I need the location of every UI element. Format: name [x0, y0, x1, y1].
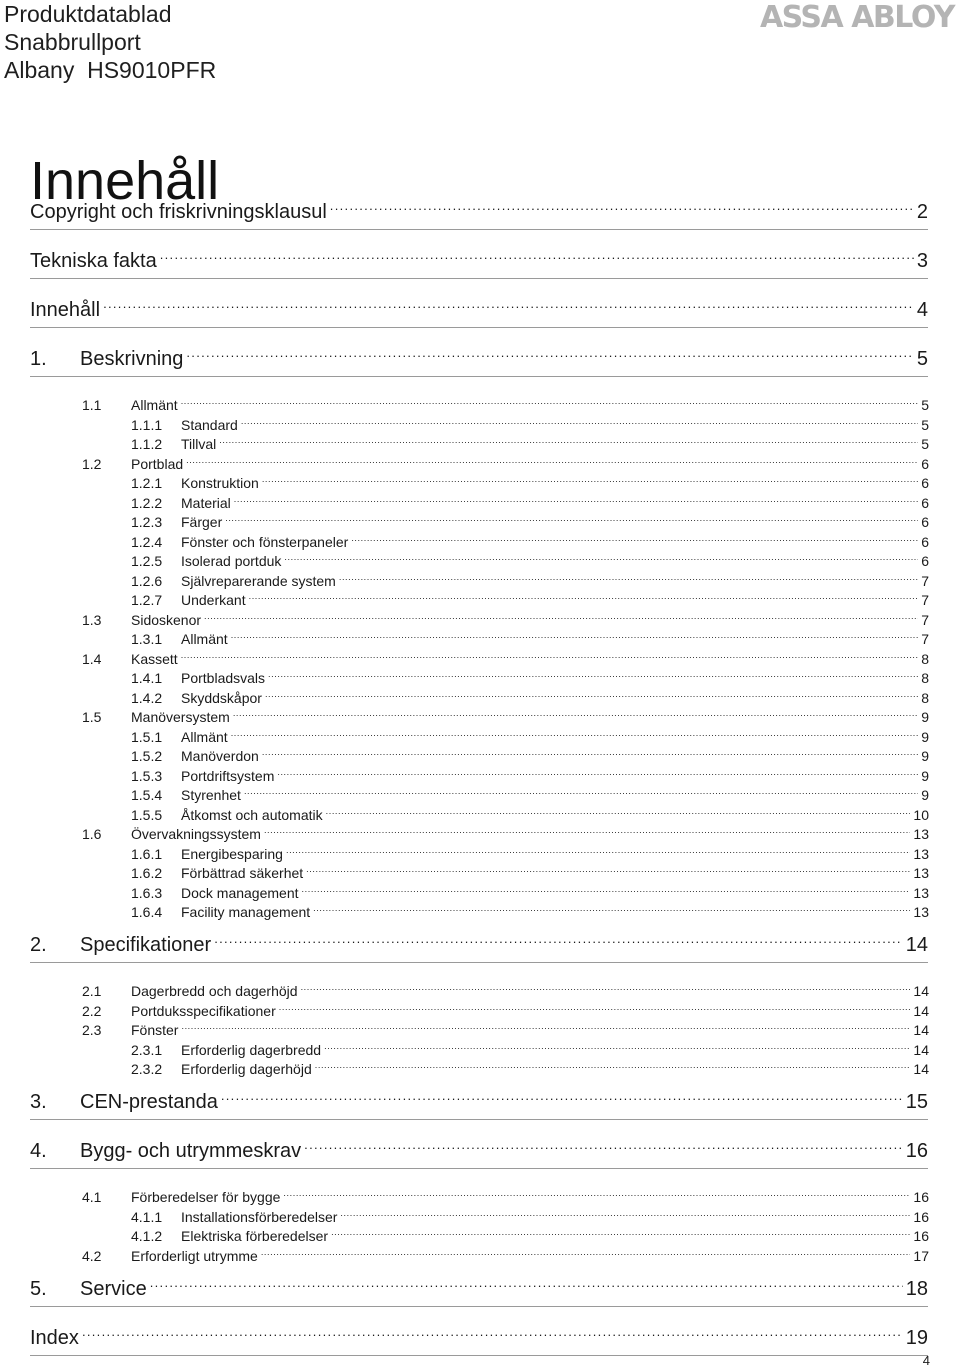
toc-entry-page: 3 — [916, 250, 928, 272]
toc-entry[interactable] — [131, 786, 929, 804]
toc-entry-title: Energibesparing — [181, 846, 283, 862]
toc-entry-number: 4.1.1 — [131, 1209, 163, 1225]
toc-entry-number: 1.2 — [82, 456, 102, 472]
toc-entry[interactable] — [30, 1137, 928, 1169]
toc-entry-label — [131, 514, 222, 531]
header-product-type: Snabbrullport — [4, 29, 141, 55]
toc-entry-page: 14 — [913, 983, 929, 999]
toc-entry-title: Erforderlig dagerhöjd — [181, 1061, 312, 1077]
toc-entry-label — [131, 553, 281, 570]
toc-entry-label — [82, 983, 298, 1000]
toc-entry-number: 1.6.2 — [131, 865, 163, 881]
toc-entry[interactable] — [131, 767, 929, 785]
toc-entry-number: 1.3.1 — [131, 631, 163, 647]
toc-entry-page: 9 — [921, 709, 929, 725]
toc-dot-leader — [268, 669, 918, 683]
toc-entry-title: Bygg- och utrymmeskrav — [80, 1140, 302, 1162]
toc-dot-leader — [82, 1324, 903, 1344]
toc-dot-leader — [264, 825, 910, 839]
toc-entry[interactable] — [131, 669, 929, 687]
toc-entry[interactable] — [131, 630, 929, 648]
toc-entry-label — [82, 1022, 178, 1039]
toc-entry-page: 7 — [921, 592, 929, 608]
toc-dot-leader — [339, 572, 918, 586]
toc-entry-title: Index — [30, 1327, 79, 1349]
toc-entry-page: 5 — [921, 417, 929, 433]
toc-entry-number: 1.1.2 — [131, 436, 163, 452]
toc-entry-page: 5 — [921, 436, 929, 452]
toc-entry[interactable] — [131, 1208, 929, 1226]
toc-entry-page: 13 — [913, 904, 929, 920]
toc-entry[interactable] — [82, 708, 929, 726]
toc-entry-page: 9 — [921, 729, 929, 745]
toc-dot-leader — [313, 903, 910, 917]
toc-dot-leader — [315, 1060, 911, 1074]
toc-entry-title: Tekniska fakta — [30, 250, 157, 272]
toc-entry-title: Dock management — [181, 885, 299, 901]
toc-entry-number: 4.1 — [82, 1189, 102, 1205]
toc-entry-label — [131, 475, 259, 492]
brand-logo: ASSA ABLOY — [759, 0, 954, 35]
toc-entry-title: Specifikationer — [80, 934, 212, 956]
toc-entry-label — [82, 651, 178, 668]
toc-dot-leader — [221, 1088, 903, 1108]
toc-entry-label — [131, 904, 310, 921]
toc-entry-number: 2. — [30, 934, 47, 956]
toc-entry-label — [131, 1061, 312, 1078]
toc-entry[interactable] — [30, 1088, 928, 1120]
toc-entry-label — [131, 885, 299, 902]
toc-entry[interactable] — [131, 416, 929, 434]
toc-entry-page: 6 — [921, 553, 929, 569]
toc-entry[interactable] — [131, 513, 929, 531]
toc-entry-number: 1.6.1 — [131, 846, 163, 862]
toc-entry[interactable] — [82, 1188, 929, 1206]
toc-entry-page: 8 — [921, 690, 929, 706]
toc-entry-title: Underkant — [181, 592, 246, 608]
toc-entry[interactable] — [131, 435, 929, 453]
toc-entry[interactable] — [131, 533, 929, 551]
toc-entry-title: Övervakningssystem — [131, 826, 261, 842]
toc-entry[interactable] — [131, 474, 929, 492]
toc-dot-leader — [330, 198, 914, 218]
toc-dot-leader — [225, 513, 918, 527]
toc-entry-title: Copyright och friskrivningsklausul — [30, 201, 327, 223]
toc-entry-number: 1.2.7 — [131, 592, 163, 608]
toc-entry-title: Förbättrad säkerhet — [181, 865, 304, 881]
toc-entry[interactable] — [131, 1041, 929, 1059]
toc-entry-number: 1.2.3 — [131, 514, 163, 530]
toc-entry[interactable] — [30, 1324, 928, 1356]
toc-entry[interactable] — [82, 1002, 929, 1020]
toc-entry[interactable] — [131, 552, 929, 570]
toc-entry-page: 18 — [905, 1278, 928, 1300]
toc-entry-page: 16 — [913, 1209, 929, 1225]
toc-entry-title: Installationsförberedelser — [181, 1209, 338, 1225]
toc-entry-page: 4 — [916, 299, 928, 321]
toc-entry-number: 1.4 — [82, 651, 102, 667]
toc-entry-page: 6 — [921, 495, 929, 511]
toc-entry-page: 7 — [921, 631, 929, 647]
toc-entry-page: 13 — [913, 885, 929, 901]
toc-entry-label — [30, 933, 211, 957]
toc-entry-label — [131, 495, 231, 512]
toc-dot-leader — [181, 650, 919, 664]
toc-entry-number: 1.5.5 — [131, 807, 163, 823]
toc-entry-label — [131, 1228, 328, 1245]
toc-dot-leader — [204, 611, 918, 625]
toc-entry-page: 6 — [921, 475, 929, 491]
toc-dot-leader — [233, 708, 918, 722]
toc-dot-leader — [306, 864, 910, 878]
toc-entry-label — [30, 347, 183, 371]
toc-entry-title: Manöverdon — [181, 748, 259, 764]
toc-entry-title: Portduksspecifikationer — [131, 1003, 276, 1019]
toc-entry-label — [30, 249, 157, 273]
toc-entry[interactable] — [82, 611, 929, 629]
toc-entry-page: 16 — [913, 1189, 929, 1205]
toc-dot-leader — [277, 767, 918, 781]
toc-entry[interactable] — [30, 1275, 928, 1307]
toc-entry-label — [131, 768, 274, 785]
toc-entry-page: 16 — [905, 1140, 928, 1162]
toc-entry[interactable] — [131, 572, 929, 590]
toc-dot-leader — [181, 1021, 910, 1035]
toc-entry-page: 6 — [921, 456, 929, 472]
toc-dot-leader — [302, 884, 911, 898]
toc-entry[interactable] — [82, 396, 929, 414]
toc-entry-page: 8 — [921, 651, 929, 667]
toc-dot-leader — [186, 455, 918, 469]
toc-entry-page: 9 — [921, 787, 929, 803]
toc-entry-label — [131, 631, 228, 648]
toc-entry-title: Skyddskåpor — [181, 690, 262, 706]
toc-entry-number: 2.3.1 — [131, 1042, 163, 1058]
toc-entry-page: 15 — [905, 1091, 928, 1113]
toc-entry-number: 1.1.1 — [131, 417, 163, 433]
toc-entry[interactable] — [82, 455, 929, 473]
toc-dot-leader — [279, 1002, 911, 1016]
toc-entry-number: 3. — [30, 1091, 47, 1113]
toc-entry[interactable] — [131, 494, 929, 512]
toc-dot-leader — [301, 982, 911, 996]
toc-dot-leader — [249, 591, 919, 605]
toc-entry-title: Konstruktion — [181, 475, 259, 491]
toc-entry-title: Portdriftsystem — [181, 768, 275, 784]
toc-entry-label — [131, 1209, 337, 1226]
toc-entry-page: 6 — [921, 514, 929, 530]
toc-entry-title: Allmänt — [131, 397, 178, 413]
toc-dot-leader — [160, 247, 914, 267]
toc-entry-number: 1.6.3 — [131, 885, 163, 901]
toc-entry[interactable] — [131, 1060, 929, 1078]
toc-entry-title: Service — [80, 1278, 147, 1300]
page-number: 4 — [922, 1353, 930, 1368]
toc-entry-title: Isolerad portduk — [181, 553, 282, 569]
toc-dot-leader — [261, 1247, 911, 1261]
toc-entry-label — [131, 573, 336, 590]
toc-entry-page: 13 — [913, 865, 929, 881]
toc-entry-page: 17 — [913, 1248, 929, 1264]
toc-entry-label — [82, 709, 230, 726]
toc-entry-label — [30, 1326, 79, 1350]
toc-entry-page: 9 — [921, 768, 929, 784]
toc-dot-leader — [284, 552, 918, 566]
toc-entry-number: 1.2.1 — [131, 475, 163, 491]
toc-entry-title: Åtkomst och automatik — [181, 807, 323, 823]
toc-dot-leader — [340, 1208, 910, 1222]
toc-entry[interactable] — [131, 903, 929, 921]
toc-entry-title: CEN-prestanda — [80, 1091, 218, 1113]
toc-dot-leader — [262, 747, 918, 761]
toc-entry-number: 1. — [30, 348, 47, 370]
header-product-model: Albany HS9010PFR — [4, 57, 217, 83]
toc-entry-title: Standard — [181, 417, 238, 433]
toc-entry-label — [131, 787, 241, 804]
toc-dot-leader — [214, 931, 903, 951]
toc-entry-label — [30, 1139, 301, 1163]
toc-entry[interactable] — [131, 806, 929, 824]
toc-entry[interactable] — [82, 982, 929, 1000]
toc-dot-leader — [231, 728, 919, 742]
toc-entry-number: 1.4.2 — [131, 690, 163, 706]
toc-entry-title: Erforderligt utrymme — [131, 1248, 258, 1264]
toc-entry-label — [30, 1277, 147, 1301]
toc-entry-label — [131, 417, 238, 434]
toc-entry[interactable] — [131, 728, 929, 746]
toc-entry[interactable] — [30, 345, 928, 377]
toc-dot-leader — [286, 845, 910, 859]
toc-entry[interactable] — [30, 198, 928, 230]
toc-dot-leader — [283, 1188, 910, 1202]
toc-entry[interactable] — [82, 825, 929, 843]
toc-entry-page: 8 — [921, 670, 929, 686]
toc-entry-label — [131, 690, 262, 707]
toc-entry-label — [82, 397, 178, 414]
toc-entry-number: 1.5.3 — [131, 768, 163, 784]
toc-entry-title: Innehåll — [30, 299, 101, 321]
toc-entry-page: 13 — [913, 846, 929, 862]
toc-entry-number: 1.2.2 — [131, 495, 163, 511]
toc-entry-label — [131, 729, 228, 746]
toc-dot-leader — [219, 435, 918, 449]
toc-entry-page: 7 — [921, 573, 929, 589]
toc-entry-page: 9 — [921, 748, 929, 764]
toc-entry-label — [82, 826, 261, 843]
toc-entry[interactable] — [131, 884, 929, 902]
toc-entry-label — [82, 1189, 280, 1206]
toc-entry-number: 1.5.1 — [131, 729, 163, 745]
toc-entry-title: Manöversystem — [131, 709, 230, 725]
toc-dot-leader — [181, 396, 919, 410]
toc-entry-label — [82, 456, 183, 473]
toc-entry-number: 1.5 — [82, 709, 102, 725]
toc-entry[interactable] — [131, 864, 929, 882]
toc-dot-leader — [265, 689, 918, 703]
toc-entry-title: Tillval — [181, 436, 217, 452]
toc-dot-leader — [103, 296, 914, 316]
toc-entry[interactable] — [30, 247, 928, 279]
toc-dot-leader — [331, 1227, 910, 1241]
toc-entry-label — [82, 1248, 258, 1265]
toc-entry-number: 4. — [30, 1140, 47, 1162]
toc-entry-number: 1.1 — [82, 397, 102, 413]
toc-entry-page: 5 — [921, 397, 929, 413]
toc-entry-title: Erforderlig dagerbredd — [181, 1042, 322, 1058]
toc-entry[interactable] — [82, 650, 929, 668]
toc-entry-number: 4.2 — [82, 1248, 102, 1264]
toc-entry-number: 5. — [30, 1278, 47, 1300]
toc-entry-label — [30, 1090, 218, 1114]
toc-entry[interactable] — [131, 845, 929, 863]
toc-dot-leader — [244, 786, 918, 800]
toc-entry-label — [131, 846, 283, 863]
toc-entry-page: 16 — [913, 1228, 929, 1244]
toc-entry-label — [82, 1003, 276, 1020]
toc-entry-number: 1.2.5 — [131, 553, 163, 569]
toc-dot-leader — [234, 494, 918, 508]
toc-entry-page: 14 — [913, 1003, 929, 1019]
toc-entry-page: 14 — [913, 1042, 929, 1058]
toc-dot-leader — [326, 806, 911, 820]
toc-dot-leader — [231, 630, 919, 644]
toc-entry-title: Styrenhet — [181, 787, 241, 803]
toc-entry[interactable] — [131, 689, 929, 707]
toc-dot-leader — [186, 345, 913, 365]
toc-entry-label — [131, 534, 348, 551]
toc-dot-leader — [324, 1041, 910, 1055]
toc-entry-title: Material — [181, 495, 231, 511]
toc-entry-number: 1.2.4 — [131, 534, 163, 550]
toc-entry-title: Allmänt — [181, 729, 228, 745]
toc-entry[interactable] — [30, 296, 928, 328]
toc-entry-page: 14 — [905, 934, 928, 956]
toc-entry-number: 1.6.4 — [131, 904, 163, 920]
toc-dot-leader — [304, 1137, 903, 1157]
toc-entry-page: 19 — [905, 1327, 928, 1349]
toc-entry-label — [131, 1042, 321, 1059]
toc-entry-page: 14 — [913, 1061, 929, 1077]
toc-entry-number: 1.5.2 — [131, 748, 163, 764]
toc-entry-number: 1.2.6 — [131, 573, 163, 589]
toc-entry-title: Facility management — [181, 904, 311, 920]
toc-entry-title: Dagerbredd och dagerhöjd — [131, 983, 298, 999]
toc-entry-number: 2.3 — [82, 1022, 102, 1038]
toc-entry-title: Elektriska förberedelser — [181, 1228, 329, 1244]
toc-entry-page: 10 — [913, 807, 929, 823]
toc-entry-title: Fönster — [131, 1022, 179, 1038]
toc-entry-title: Portblad — [131, 456, 184, 472]
toc-dot-leader — [262, 474, 918, 488]
toc-entry-page: 6 — [921, 534, 929, 550]
toc-entry-number: 1.5.4 — [131, 787, 163, 803]
toc-entry-title: Färger — [181, 514, 223, 530]
toc-entry[interactable] — [82, 1021, 929, 1039]
toc-entry-label — [131, 865, 303, 882]
toc-entry-page: 14 — [913, 1022, 929, 1038]
toc-entry-title: Kassett — [131, 651, 178, 667]
toc-entry[interactable] — [131, 747, 929, 765]
toc-entry-number: 2.3.2 — [131, 1061, 163, 1077]
toc-entry-label — [131, 592, 246, 609]
toc-entry-label — [131, 748, 259, 765]
toc-dot-leader — [241, 416, 918, 430]
toc-entry-page: 2 — [916, 201, 928, 223]
toc-entry-label — [131, 670, 265, 687]
toc-entry-number: 4.1.2 — [131, 1228, 163, 1244]
toc-entry[interactable] — [131, 1227, 929, 1245]
toc-entry-number: 1.3 — [82, 612, 102, 628]
toc-dot-leader — [351, 533, 918, 547]
toc-entry-number: 1.6 — [82, 826, 102, 842]
toc-entry-title: Sidoskenor — [131, 612, 202, 628]
toc-entry-title: Förberedelser för bygge — [131, 1189, 281, 1205]
toc-entry-page: 7 — [921, 612, 929, 628]
page-title: Innehåll — [30, 151, 220, 212]
toc-entry-page: 13 — [913, 826, 929, 842]
header-doc-type: Produktdatablad — [4, 1, 172, 27]
toc-entry-title: Portbladsvals — [181, 670, 266, 686]
toc-entry-title: Självreparerande system — [181, 573, 336, 589]
toc-entry[interactable] — [82, 1247, 929, 1265]
toc-entry-label — [131, 807, 323, 824]
toc-entry-title: Allmänt — [181, 631, 228, 647]
toc-entry-number: 1.4.1 — [131, 670, 163, 686]
toc-entry-label — [30, 298, 100, 322]
toc-entry-label — [30, 200, 327, 224]
toc-entry-title: Beskrivning — [80, 348, 184, 370]
toc-entry-page: 5 — [916, 348, 928, 370]
toc-entry[interactable] — [131, 591, 929, 609]
toc-dot-leader — [150, 1275, 903, 1295]
toc-entry-number: 2.2 — [82, 1003, 102, 1019]
toc-entry[interactable] — [30, 931, 928, 963]
toc-entry-title: Fönster och fönsterpaneler — [181, 534, 349, 550]
toc-entry-number: 2.1 — [82, 983, 102, 999]
toc-entry-label — [82, 612, 201, 629]
toc-entry-label — [131, 436, 216, 453]
